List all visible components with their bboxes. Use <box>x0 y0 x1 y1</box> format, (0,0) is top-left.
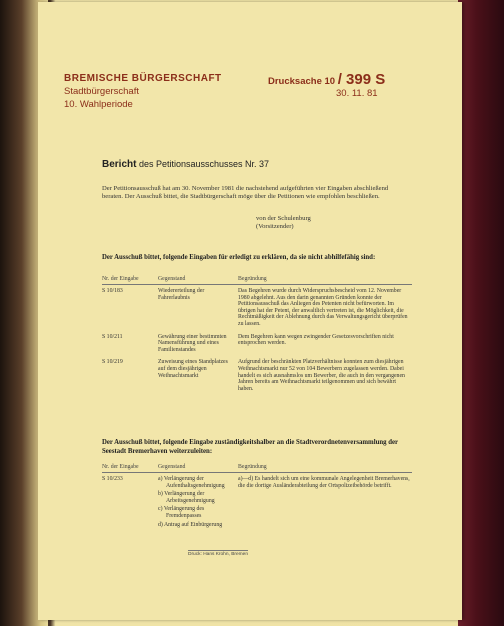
col-gegenstand: Gegenstand <box>158 275 238 285</box>
row-nr: S 10/183 <box>102 288 123 294</box>
section2-heading: Der Ausschuß bittet, folgende Eingabe zuständigkeitshalber an die Stadtverordnetenversammlung der Seestadt Bremerhaven weiterzuleiten: <box>102 439 398 455</box>
table-row <box>102 473 412 534</box>
row-nr: S 10/219 <box>102 359 123 366</box>
col-gegenstand: Gegenstand <box>158 463 238 473</box>
row-begruendung: Das Begehren wurde durch Widerspruchsbescheid vom 12. November 1980 abgelehnt. Aus den darin genannten Gründen konnte der Petitionsausschuß das Anliegen des Petenten nicht befürworten. Im übrigen hat der Petent, der anwaltlich vertreten ist, die Möglichkeit, die Rechtmäßigkeit der Ablehnung durch das Verwaltungsgericht überprüfen zu lassen. <box>238 288 408 327</box>
section2-table <box>102 463 412 533</box>
signature-name: von der Schulenburg <box>256 215 311 222</box>
row-begruendung: Aufgrund der beschränkten Platzverhältnisse konnten zum diesjährigen Weihnachtsmarkt nur 52 von 104 Bewerbern zugelassen werden. Dabei handelt es sich ausnahmslos um Bewerber, die auch in den vergangenen Jahren bereits am Weihnachtsmarkt teilgenommen und sich bewährt haben. <box>238 359 405 392</box>
row-gegenstand: Zuweisung eines Standplatzes auf dem diesjährigen Weihnachtsmarkt <box>158 359 228 379</box>
table-row <box>102 356 412 395</box>
drucksache-label: Drucksache 10 <box>268 76 336 87</box>
printer-imprint: Druck: Hans Krohn, Bremen <box>188 552 248 557</box>
list-item: d) Antrag auf Einbürgerung <box>158 521 223 528</box>
report-title-sub: des Petitionsausschusses Nr. 37 <box>138 159 270 169</box>
col-begruendung: Begründung <box>238 275 412 285</box>
col-nr: Nr. der Eingabe <box>102 463 158 473</box>
table-header-row <box>102 275 412 285</box>
col-begruendung: Begründung <box>238 463 412 473</box>
row-begruendung: Dem Begehren kann wegen zwingender Gesetzesvorschriften nicht entsprochen werden. <box>238 333 394 347</box>
list-item: b) Verlängerung der Arbeitsgenehmigung <box>158 491 215 504</box>
row-gegenstand-list <box>158 473 238 534</box>
org-sub: Stadtbürgerschaft <box>64 86 139 97</box>
list-item: c) Verlängerung des Fremdenpasses <box>158 506 205 519</box>
report-title-main: Bericht <box>102 159 137 170</box>
document-date: 30. 11. 81 <box>336 88 378 99</box>
legislative-period: 10. Wahlperiode <box>64 99 133 110</box>
org-name: BREMISCHE BÜRGERSCHAFT <box>64 73 222 84</box>
table-header-row <box>102 463 412 473</box>
col-nr: Nr. der Eingabe <box>102 275 158 285</box>
row-begruendung: a)—d) Es handelt sich um eine kommunale Angelegenheit Bremerhavens, die die dortige Ausländerabteilung der Ortspolizeibehörde betrifft. <box>238 476 410 489</box>
table-row <box>102 285 412 331</box>
report-title <box>102 159 269 170</box>
row-gegenstand: Gewährung einer bestimmten Namensführung und eines Familienstandes <box>158 333 227 353</box>
row-nr: S 10/233 <box>102 476 123 482</box>
drucksache-num: / 399 S <box>337 71 386 88</box>
list-item: a) Verlängerung der Aufenthaltsgenehmigung <box>158 476 225 489</box>
drucksache-number <box>268 71 385 88</box>
section1-table <box>102 275 412 395</box>
row-nr: S 10/211 <box>102 333 123 340</box>
section1-heading: Der Ausschuß bittet, folgende Eingaben für erledigt zu erklären, da sie nicht abhilfefähig sind: <box>102 254 376 261</box>
table-row <box>102 331 412 357</box>
row-gegenstand: Wiedererteilung der Fahrerlaubnis <box>158 288 205 301</box>
binder-edge <box>458 0 504 626</box>
signature-role: (Vorsitzender) <box>256 223 294 231</box>
signature <box>256 215 311 232</box>
document-page <box>38 2 462 620</box>
intro-paragraph: Der Petitionsausschuß hat am 30. November 1981 die nachstehend aufgeführten vier Eingaben abschließend beraten. Der Ausschuß bittet, die Stadtbürgerschaft möge über die Petitionen wie empfohlen beschließen. <box>102 185 389 201</box>
